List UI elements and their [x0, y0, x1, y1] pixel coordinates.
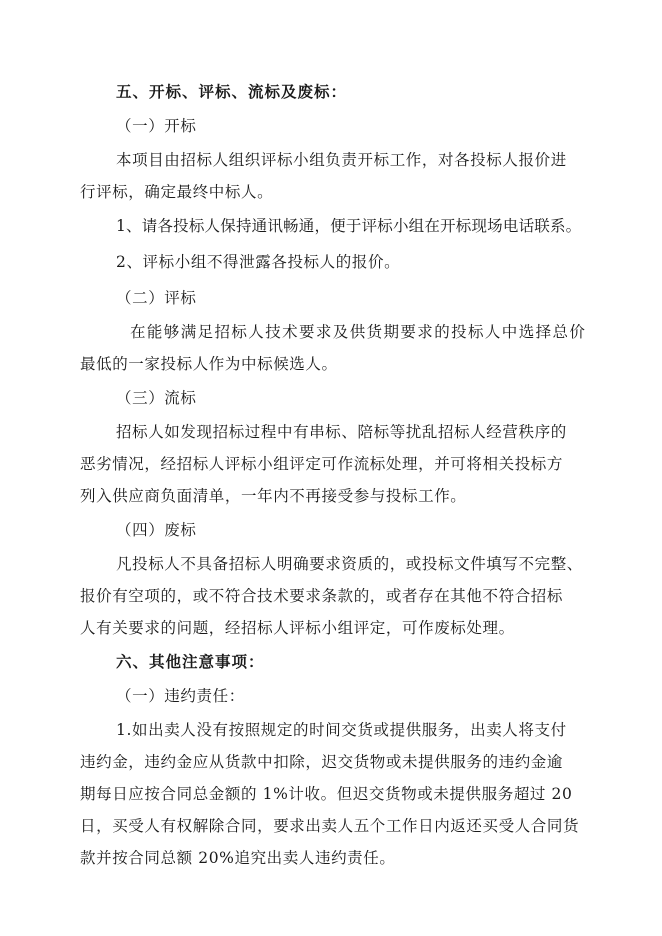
subsection-evaluation-title: （二）评标 [116, 289, 197, 307]
evaluation-paragraph-line-2: 最低的一家投标人作为中标候选人。 [80, 355, 338, 373]
section-5-heading: 五、开标、评标、流标及废标： [116, 82, 348, 101]
evaluation-paragraph-line-1: 在能够满足招标人技术要求及供货期要求的投标人中选择总价 [130, 323, 587, 341]
subsection-failed-bid-title: （三）流标 [116, 389, 197, 407]
subsection-void-bid-title: （四）废标 [116, 521, 197, 539]
breach-paragraph-line-4: 日，买受人有权解除合同，要求出卖人五个工作日内返还买受人合同货 [80, 817, 580, 835]
breach-paragraph-line-3: 期每日应按合同总金额的 1%计收。但迟交货物或未提供服务超过 20 [80, 785, 573, 803]
section-6-heading: 六、其他注意事项： [116, 652, 265, 671]
bid-opening-paragraph-line-2: 行评标，确定最终中标人。 [80, 183, 274, 201]
breach-paragraph-line-1: 1.如出卖人没有按照规定的时间交货或提供服务，出卖人将支付 [116, 721, 567, 739]
failed-bid-paragraph-line-1: 招标人如发现招标过程中有串标、陪标等扰乱招标人经营秩序的 [116, 423, 567, 441]
bid-opening-item-1: 1、请各投标人保持通讯畅通，便于评标小组在开标现场电话联系。 [116, 217, 582, 235]
breach-paragraph-line-5: 款并按合同总额 20%追究出卖人违约责任。 [80, 849, 396, 867]
breach-paragraph-line-2: 违约金，违约金应从货款中扣除，迟交货物或未提供服务的违约金逾 [80, 753, 564, 771]
bid-opening-item-2: 2、评标小组不得泄露各投标人的报价。 [116, 253, 401, 271]
void-bid-paragraph-line-1: 凡投标人不具备招标人明确要求资质的，或投标文件填写不完整、 [116, 555, 583, 573]
subsection-breach-title: （一）违约责任： [116, 687, 245, 705]
subsection-bid-opening-title: （一）开标 [116, 117, 197, 135]
void-bid-paragraph-line-3: 人有关要求的问题，经招标人评标小组评定，可作废标处理。 [80, 619, 515, 637]
bid-opening-paragraph-line-1: 本项目由招标人组织评标小组负责开标工作，对各投标人报价进 [116, 151, 567, 169]
failed-bid-paragraph-line-2: 恶劣情况，经招标人评标小组评定可作流标处理，并可将相关投标方 [80, 455, 564, 473]
failed-bid-paragraph-line-3: 列入供应商负面清单，一年内不再接受参与投标工作。 [80, 487, 467, 505]
void-bid-paragraph-line-2: 报价有空项的，或不符合技术要求条款的，或者存在其他不符合招标 [80, 587, 564, 605]
